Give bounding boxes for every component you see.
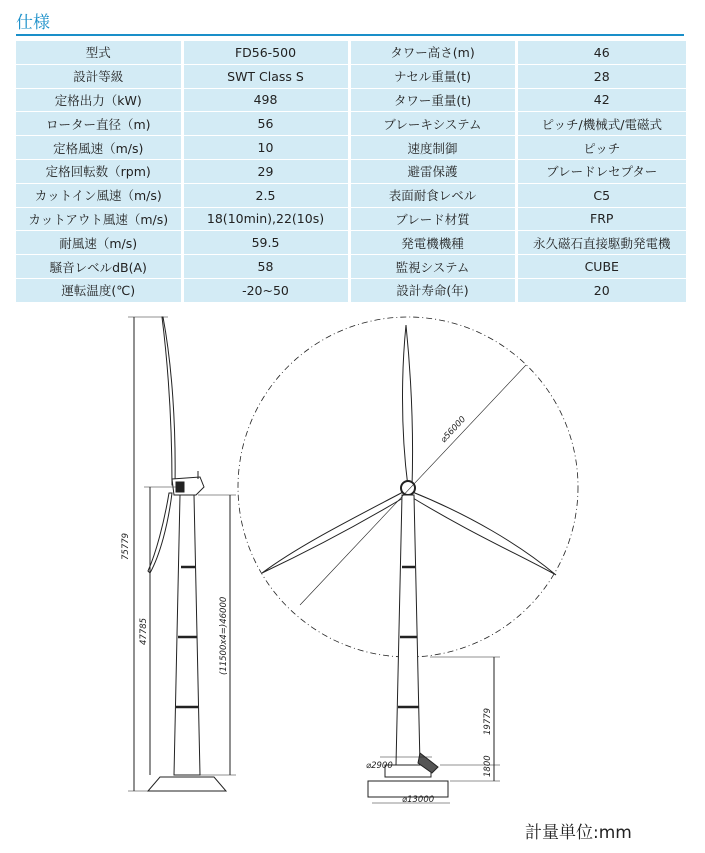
dim-foundation-height: 1800 bbox=[483, 755, 493, 777]
spec-value: 56 bbox=[182, 112, 349, 136]
dim-tower-base-diameter: ⌀2900 bbox=[366, 761, 393, 771]
side-view-turbine bbox=[128, 317, 236, 791]
spec-value: 58 bbox=[182, 255, 349, 279]
spec-label: 発電機機種 bbox=[349, 231, 516, 255]
spec-label: ローター直径（m) bbox=[16, 112, 182, 136]
spec-label: 避雷保護 bbox=[349, 159, 516, 183]
spec-value: 46 bbox=[516, 41, 686, 64]
front-view-turbine bbox=[238, 317, 578, 803]
spec-value: 20 bbox=[516, 278, 686, 302]
spec-row bbox=[16, 231, 686, 255]
section-title: 仕様 bbox=[16, 13, 50, 33]
spec-table bbox=[16, 41, 686, 303]
spec-value: 498 bbox=[182, 88, 349, 112]
spec-row bbox=[16, 159, 686, 183]
spec-row bbox=[16, 112, 686, 136]
turbine-drawing bbox=[0, 305, 705, 820]
title-underline bbox=[16, 34, 684, 36]
spec-label: タワー重量(t) bbox=[349, 88, 516, 112]
spec-value: 42 bbox=[516, 88, 686, 112]
spec-label: 表面耐食レベル bbox=[349, 183, 516, 207]
spec-label: 騒音レベルdB(A) bbox=[16, 255, 182, 279]
spec-row bbox=[16, 136, 686, 160]
spec-label: カットアウト風速（m/s) bbox=[16, 207, 182, 231]
spec-row bbox=[16, 278, 686, 302]
spec-value: -20~50 bbox=[182, 278, 349, 302]
dim-blade-clearance: 19779 bbox=[483, 707, 493, 735]
spec-label: 定格出力（kW) bbox=[16, 88, 182, 112]
spec-label: 速度制御 bbox=[349, 136, 516, 160]
spec-value: SWT Class S bbox=[182, 64, 349, 88]
spec-value: 18(10min),22(10s) bbox=[182, 207, 349, 231]
dim-tower-sections: (11500x4=)46000 bbox=[219, 596, 229, 675]
spec-value: 10 bbox=[182, 136, 349, 160]
spec-row bbox=[16, 207, 686, 231]
spec-value: 59.5 bbox=[182, 231, 349, 255]
spec-row bbox=[16, 64, 686, 88]
unit-note: 計量単位:mm bbox=[525, 823, 632, 843]
spec-row bbox=[16, 88, 686, 112]
spec-label: 定格回転数（rpm) bbox=[16, 159, 182, 183]
spec-label: ブレード材質 bbox=[349, 207, 516, 231]
spec-label: 設計等級 bbox=[16, 64, 182, 88]
spec-value: 2.5 bbox=[182, 183, 349, 207]
dim-hub-height: 47785 bbox=[139, 617, 149, 645]
spec-value: 永久磁石直接駆動発電機 bbox=[516, 231, 686, 255]
dim-rotor-diameter: ⌀56000 bbox=[438, 414, 469, 446]
spec-row bbox=[16, 255, 686, 279]
dim-foundation-diameter: ⌀13000 bbox=[402, 795, 435, 805]
dim-total-height: 75779 bbox=[121, 532, 131, 560]
spec-row bbox=[16, 183, 686, 207]
spec-value: FD56-500 bbox=[182, 41, 349, 64]
spec-value: FRP bbox=[516, 207, 686, 231]
spec-value: ピッチ bbox=[516, 136, 686, 160]
spec-label: 定格風速（m/s) bbox=[16, 136, 182, 160]
spec-value: ブレードレセプター bbox=[516, 159, 686, 183]
spec-label: カットイン風速（m/s) bbox=[16, 183, 182, 207]
spec-label: 耐風速（m/s) bbox=[16, 231, 182, 255]
spec-label: 型式 bbox=[16, 41, 182, 64]
spec-label: ナセル重量(t) bbox=[349, 64, 516, 88]
spec-row bbox=[16, 41, 686, 64]
spec-label: ブレーキシステム bbox=[349, 112, 516, 136]
spec-label: 運転温度(℃) bbox=[16, 278, 182, 302]
spec-label: 設計寿命(年) bbox=[349, 278, 516, 302]
spec-value: CUBE bbox=[516, 255, 686, 279]
spec-label: タワー高さ(m) bbox=[349, 41, 516, 64]
spec-value: C5 bbox=[516, 183, 686, 207]
spec-label: 監視システム bbox=[349, 255, 516, 279]
spec-value: 28 bbox=[516, 64, 686, 88]
spec-value: 29 bbox=[182, 159, 349, 183]
spec-value: ピッチ/機械式/電磁式 bbox=[516, 112, 686, 136]
